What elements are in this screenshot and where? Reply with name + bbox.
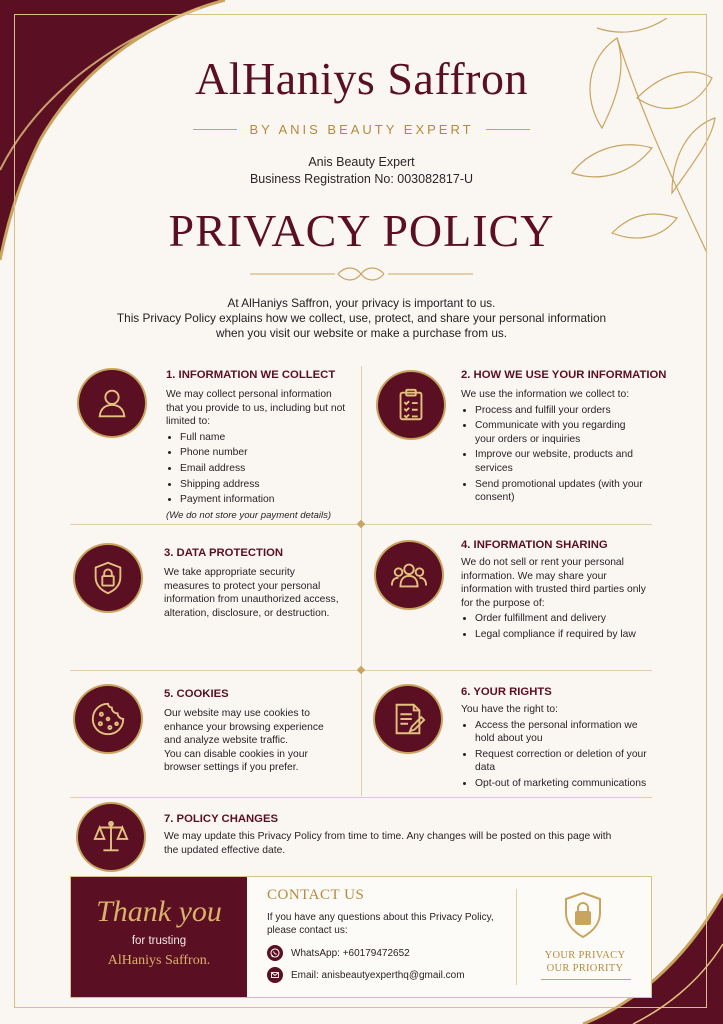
thank-you-panel — [71, 877, 247, 997]
contact-box — [70, 876, 652, 998]
row-divider-3 — [70, 797, 652, 798]
section-text: We do not sell or rent your personal information. We may share your information with trusted third parties only for the purpose of: — [461, 557, 646, 609]
list-item: • Email address — [180, 462, 346, 476]
title-ornament — [250, 266, 473, 282]
whatsapp-contact[interactable] — [267, 945, 410, 961]
list-item: • Process and fulfill your orders — [475, 404, 646, 418]
contact-title: CONTACT US — [267, 887, 365, 903]
section-title: 3. DATA PROTECTION — [164, 547, 284, 559]
shield-lock-icon — [75, 545, 141, 611]
intro-text — [70, 296, 653, 341]
section-text: You can disable cookies in your browser settings if you prefer. — [164, 748, 308, 774]
scales-icon — [78, 804, 144, 870]
shield-lock-badge-icon — [563, 891, 603, 939]
section-body — [461, 556, 646, 644]
business-info — [0, 154, 723, 188]
email-address[interactable]: Email: anisbeautyexperthq@gmail.com — [291, 969, 465, 981]
thank-you-brand: AlHaniys Saffron. — [107, 953, 211, 968]
for-trusting-text: for trusting — [131, 935, 187, 947]
section-body — [166, 388, 346, 522]
list-item: • Full name — [180, 431, 346, 445]
divider-diamond-2 — [357, 666, 365, 674]
page-title: PRIVACY POLICY — [168, 205, 555, 256]
tagline-rule-right — [486, 129, 530, 130]
whatsapp-icon — [267, 945, 283, 961]
section-text: We may collect personal information that you provide to us, including but not limited to: — [166, 389, 346, 428]
email-icon — [267, 967, 283, 983]
business-name: Anis Beauty Expert — [308, 155, 415, 169]
list-item: • Access the personal information we hold about you — [475, 719, 656, 746]
email-contact[interactable] — [267, 967, 465, 983]
contact-separator — [516, 889, 517, 985]
list-item: • Phone number — [180, 446, 346, 460]
section-title: 7. POLICY CHANGES — [164, 813, 279, 825]
user-icon — [79, 370, 145, 436]
intro-line-3: when you visit our website or make a purchase from us. — [215, 326, 508, 340]
intro-line-2: This Privacy Policy explains how we collect, use, protect, and share your personal information — [116, 311, 607, 325]
section-title: 5. COOKIES — [164, 688, 229, 700]
document-pen-icon — [375, 686, 441, 752]
section-body — [164, 830, 619, 857]
section-title: 4. INFORMATION SHARING — [461, 539, 608, 551]
contact-description: If you have any questions about this Privacy Policy, please contact us: — [267, 912, 494, 936]
section-body — [164, 707, 339, 775]
section-title: 6. YOUR RIGHTS — [461, 686, 552, 698]
section-text: You have the right to: — [461, 704, 558, 715]
tagline-rule-left — [193, 129, 237, 130]
section-body — [461, 388, 646, 507]
tagline-row — [0, 122, 723, 137]
section-text: We take appropriate security measures to protect your personal information from unauthorized access, alteration, disclosure, or destruction. — [164, 567, 339, 619]
thank-you-text: Thank you — [96, 895, 222, 928]
section-text: We use the information we collect to: — [461, 389, 630, 400]
list-item: • Shipping address — [180, 478, 346, 492]
badge-line-1: YOUR PRIVACY — [544, 950, 626, 961]
section-text: We may update this Privacy Policy from time to time. Any changes will be posted on this page with the updated effective date. — [164, 831, 612, 856]
list-item: • Legal compliance if required by law — [475, 628, 646, 642]
bullet-list — [461, 612, 646, 641]
list-item: • Send promotional updates (with your consent) — [475, 478, 646, 505]
payment-note: (We do not store your payment details) — [166, 509, 332, 521]
bullet-list — [166, 431, 346, 507]
list-item: • Improve our website, products and services — [475, 448, 646, 475]
tagline: BY ANIS BEAUTY EXPERT — [249, 122, 474, 137]
list-item: • Request correction or deletion of your data — [475, 748, 656, 775]
privacy-priority-badge — [525, 949, 645, 975]
bullet-list — [461, 719, 656, 791]
whatsapp-number[interactable]: WhatsApp: +60179472652 — [291, 947, 410, 959]
brand-name: AlHaniys Saffron — [195, 53, 528, 104]
cookie-icon — [75, 686, 141, 752]
section-title: 2. HOW WE USE YOUR INFORMATION — [461, 369, 667, 381]
column-divider — [361, 366, 362, 796]
list-item: • Order fulfillment and delivery — [475, 612, 646, 626]
intro-line-1: At AlHaniys Saffron, your privacy is important to us. — [227, 296, 496, 310]
business-registration: Business Registration No: 003082817-U — [249, 172, 474, 186]
section-body — [164, 566, 339, 620]
list-item: • Opt-out of marketing communications — [475, 777, 656, 791]
badge-line-2: OUR PRIORITY — [546, 963, 624, 974]
section-text: Our website may use cookies to enhance your browsing experience and analyze website traffic. — [164, 708, 324, 747]
section-title: 1. INFORMATION WE COLLECT — [166, 369, 336, 381]
bullet-list — [461, 404, 646, 505]
badge-underline — [541, 979, 631, 980]
divider-diamond-1 — [357, 520, 365, 528]
people-group-icon — [376, 542, 442, 608]
list-item: • Payment information — [180, 493, 346, 507]
section-body — [461, 703, 656, 793]
clipboard-checklist-icon — [378, 372, 444, 438]
list-item: • Communicate with you regarding your orders or inquiries — [475, 419, 646, 446]
